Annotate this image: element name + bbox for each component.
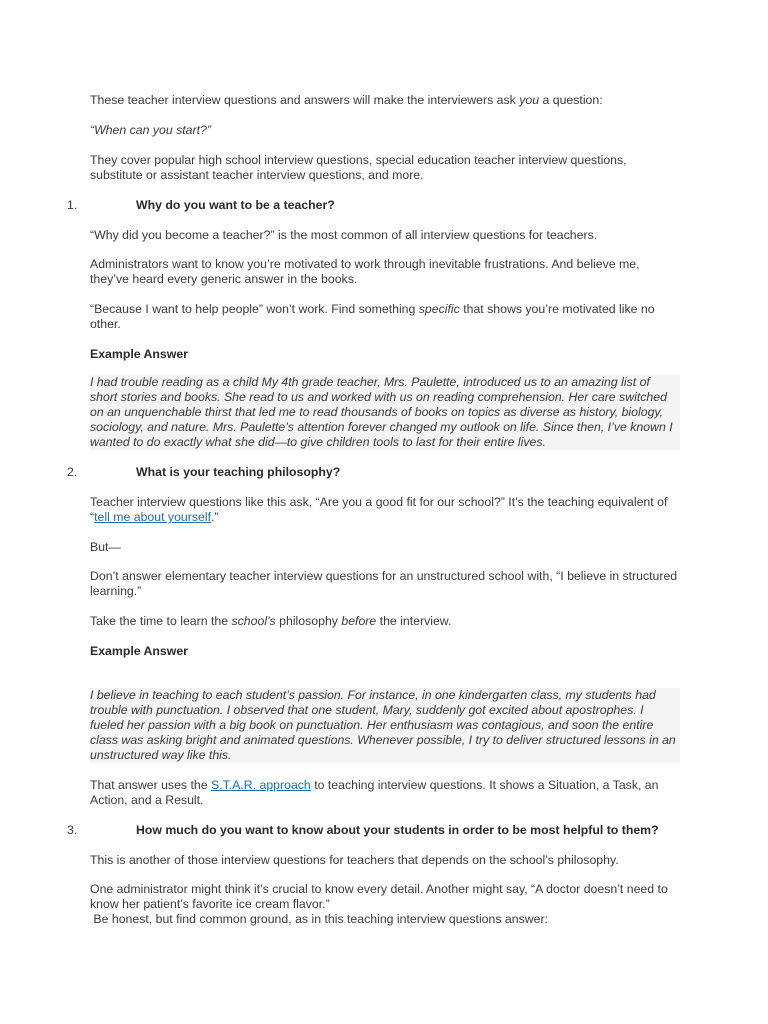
example-answer-label: Example Answer: [90, 644, 188, 658]
paragraph-emphasis: specific: [418, 302, 460, 316]
example-answer-quote: I believe in teaching to each student’s passion. For instance, in one kindergarten class, my students had trouble with punctuation. I observed that one student, Mary, suddenly got excited about apostrophes. I fueled her passion with a big book on punctuation. Her enthusiasm was contagious, and soon the entire class was asking bright and animated questions. Whenever possible, I try to deliver structured lessons in an unstructured way like this.: [90, 688, 680, 763]
paragraph: [90, 302, 680, 332]
paragraph: Administrators want to know you’re motivated to work through inevitable frustrations. And believe me, they’ve heard every generic answer in the books.: [90, 257, 640, 286]
question-number: 1.: [67, 198, 78, 212]
intro-text-end: a question:: [539, 93, 603, 107]
paragraph: [90, 778, 680, 808]
question-number: 2.: [67, 465, 78, 479]
question-title: How much do you want to know about your students in order to be most helpful to them?: [136, 823, 659, 837]
paragraph: Be honest, but find common ground, as in this teaching interview questions answer:: [90, 912, 548, 926]
intro-quote: “When can you start?”: [90, 123, 211, 137]
question-title: Why do you want to be a teacher?: [136, 198, 335, 212]
paragraph-text-end: .”: [211, 510, 219, 524]
example-answer-label: Example Answer: [90, 347, 188, 361]
paragraph-text-end: that shows you’re motivated like no other.: [90, 302, 655, 331]
paragraph: [90, 495, 680, 525]
paragraph: But—: [90, 540, 121, 554]
example-answer-quote: I had trouble reading as a child My 4th grade teacher, Mrs. Paulette, introduced us to an amazing list of short stories and books. She read to us and worked with us on reading comprehension. Her care switched on an unquenchable thirst that led me to read thousands of books on topics as diverse as history, biology, sociology, and nature. Mrs. Paulette’s attention forever changed my outlook on life. Since then, I’ve known I wanted to do exactly what she did—to give children tools to last for their entire lives.: [90, 375, 680, 450]
tell-me-about-yourself-link[interactable]: tell me about yourself: [94, 510, 211, 524]
paragraph-text: Take the time to learn the: [90, 614, 232, 628]
intro-paragraph: [90, 93, 680, 108]
question-number: 3.: [67, 823, 78, 837]
paragraph-text-end: the interview.: [376, 614, 452, 628]
paragraph-emphasis: before: [341, 614, 377, 628]
paragraph-text-end: to teaching interview questions. It shows a Situation, a Task, an Action, and a Result.: [90, 778, 659, 807]
paragraph: [90, 614, 680, 629]
paragraph-text: That answer uses the: [90, 778, 211, 792]
question-title: What is your teaching philosophy?: [136, 465, 341, 479]
paragraph: One administrator might think it’s crucial to know every detail. Another might say, “A doctor doesn’t need to know her patient’s favorite ice cream flavor.”: [90, 882, 668, 911]
star-approach-link[interactable]: S.T.A.R. approach: [210, 778, 311, 792]
paragraph-text: philosophy: [275, 614, 342, 628]
paragraph-text: Teacher interview questions like this ask, “Are you a good fit for our school?” It’s the teaching equivalent of “: [90, 495, 668, 524]
paragraph: This is another of those interview questions for teachers that depends on the school’s philosophy.: [90, 853, 619, 867]
paragraph: “Why did you become a teacher?” is the most common of all interview questions for teachers.: [90, 228, 598, 242]
paragraph: Don’t answer elementary teacher interview questions for an unstructured school with, “I believe in structured learning.”: [90, 569, 678, 598]
intro-text: These teacher interview questions and answers will make the interviewers ask: [90, 93, 520, 107]
paragraph-text: “Because I want to help people” won’t work. Find something: [90, 302, 419, 316]
intro-emphasis: you: [519, 93, 540, 107]
intro-paragraph-2: They cover popular high school interview questions, special education teacher interview questions, substitute or assistant teacher interview questions, and more.: [90, 153, 627, 182]
paragraph-emphasis: school’s: [231, 614, 276, 628]
